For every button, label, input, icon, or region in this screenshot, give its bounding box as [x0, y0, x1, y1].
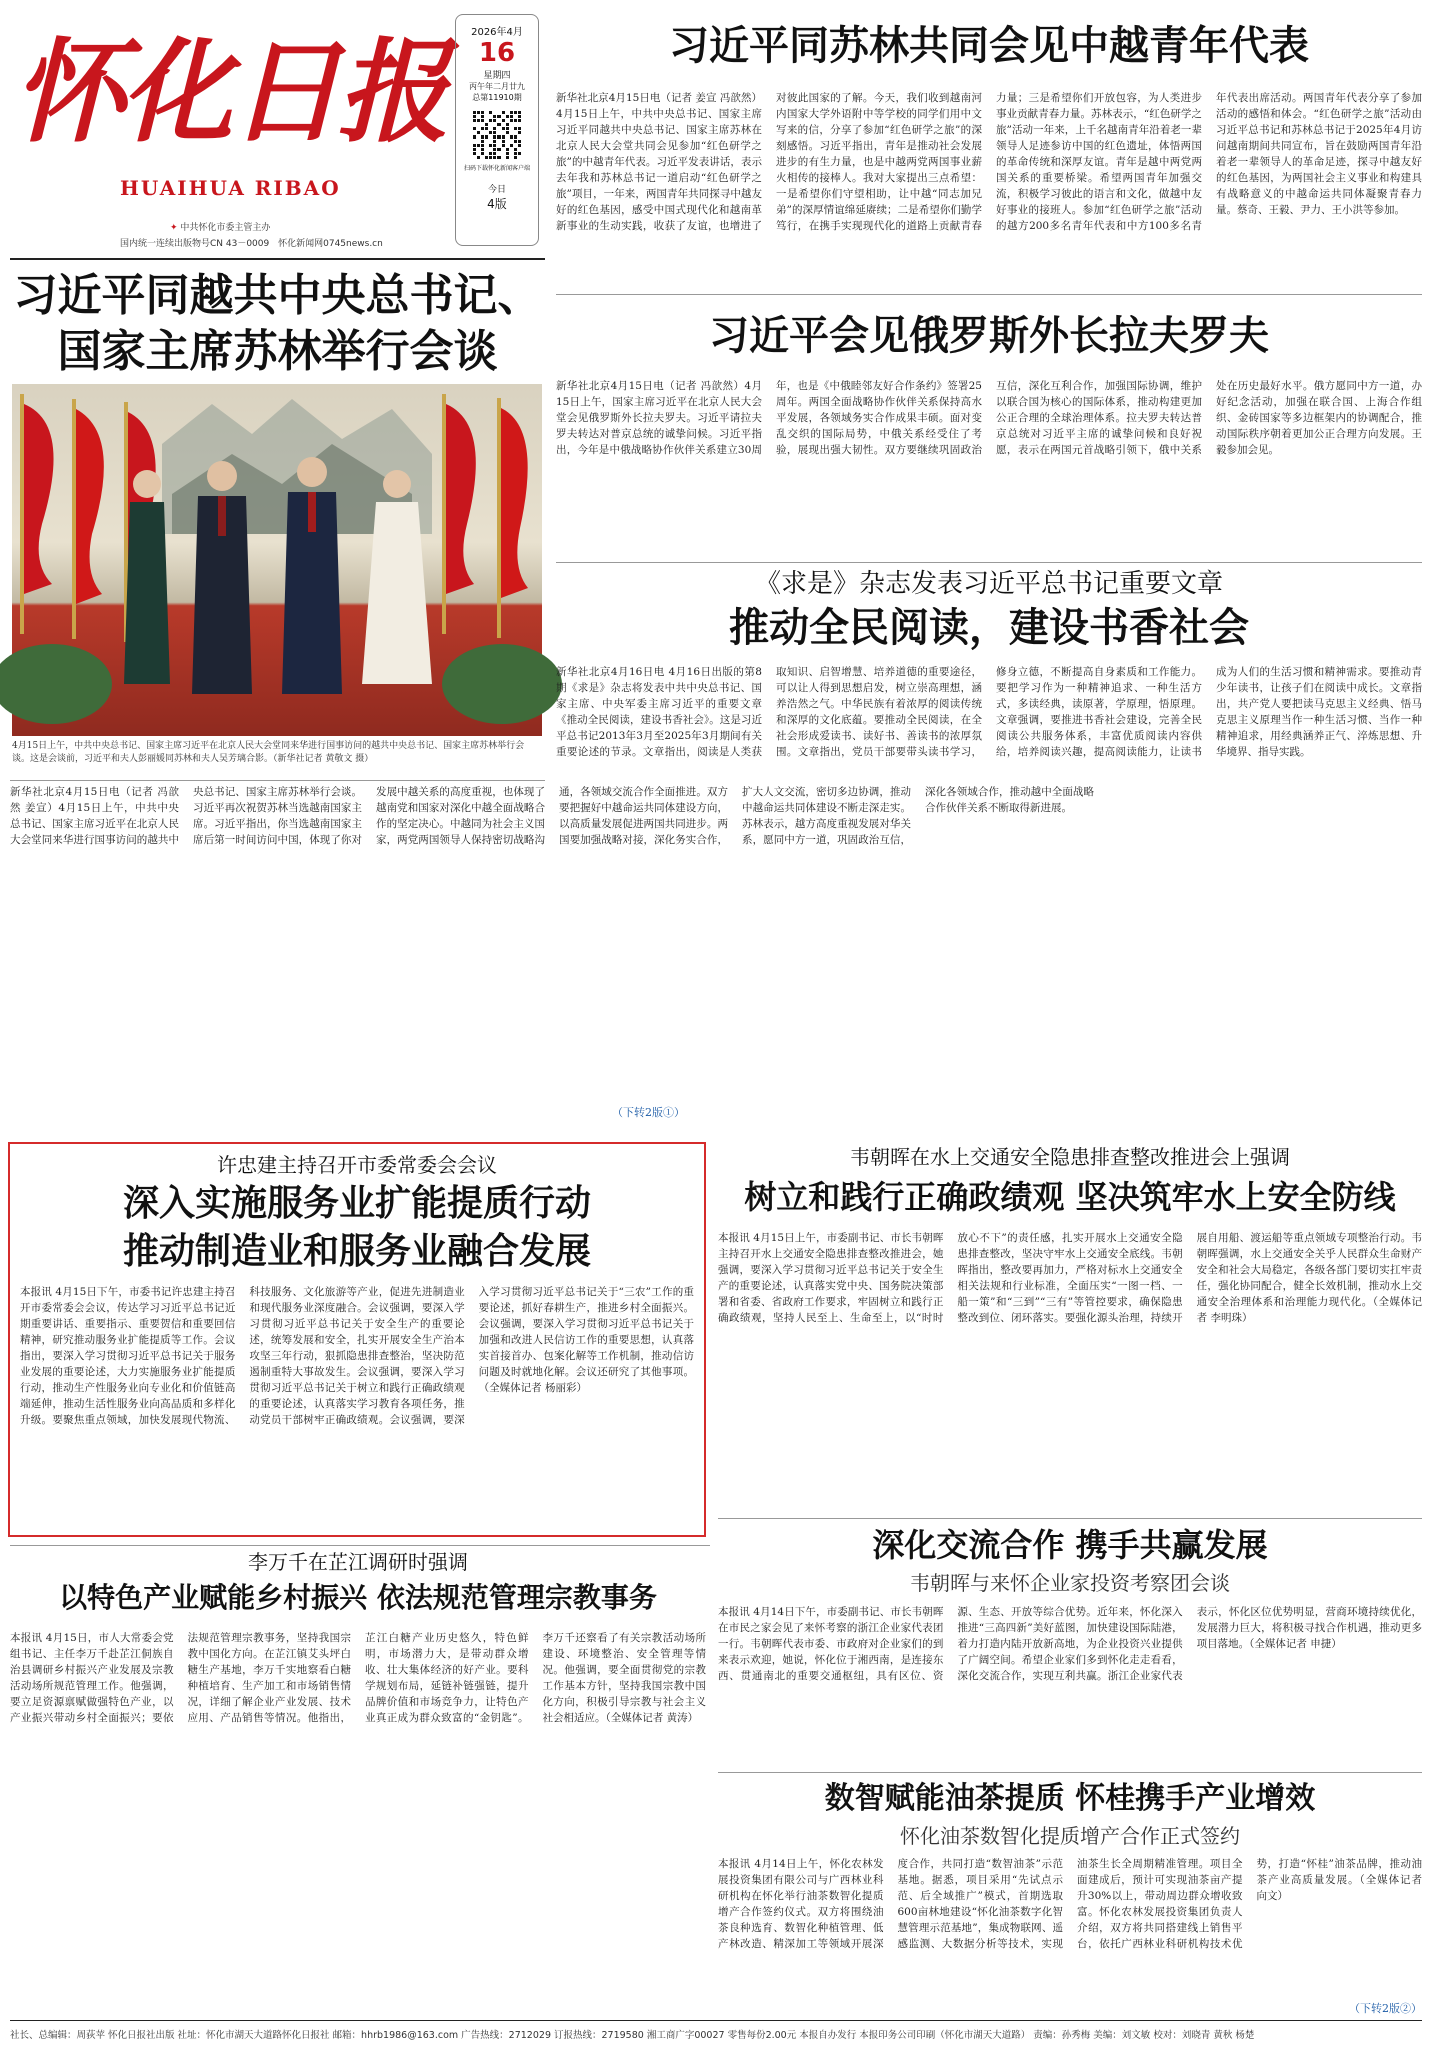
flag-icon: [72, 399, 104, 639]
divider: [718, 1518, 1422, 1519]
feature-box: [8, 1142, 706, 1537]
headline-qiushi[interactable]: 推动全民阅读，建设书香社会: [729, 605, 1249, 651]
date-lunar: 丙午年二月廿九: [469, 82, 525, 91]
issue-number: 总第11910期: [472, 93, 522, 102]
article-body: 新华社北京4月16日电 4月16日出版的第8期《求是》杂志将发表中共中央总书记、国家主席、中央军委主席习近平的重要文章《推动全民阅读，建设书香社会》。这是习近平总书记2013年3月至2025年3月期间有关重要论述的节录。文章指出，阅读是人类获取知识、启智增慧、培养道德的重要途径，可以让人得到思想启发，树立崇高理想，涵养浩然之气。中华民族有着浓厚的阅读传统和深厚的文化底蕴。要推动全民阅读，在全社会形成爱读书、读好书、善读书的浓厚氛围。文章指出，党员干部要带头读书学习，修身立德，不断提高自身素质和工作能力。要把学习作为一种精神追求、一种生活方式，多读经典，读原著，学原理，悟原理。文章强调，要推进书香社会建设，完善全民阅读公共服务体系，丰富优质阅读内容供给，培养阅读兴趣，提高阅读能力，让读书成为人们的生活习惯和精神需求。要推动青少年读书，让孩子们在阅读中成长。文章指出，共产党人要把读马克思主义经典、悟马克思主义原理当作一种生活习惯、当作一种精神追求，用经典涵养正气、淬炼思想、升华境界、指导实践。: [556, 666, 1422, 758]
person-figure: [282, 457, 342, 694]
divider: [556, 294, 1422, 295]
qiushi-kicker: 《求是》杂志发表习近平总书记重要文章: [754, 569, 1223, 599]
article-cooperation: [718, 1522, 1422, 1766]
masthead-sponsor: 中共怀化市委主管主办: [180, 223, 271, 233]
website[interactable]: 怀化新闻网0745news.cn: [278, 239, 383, 249]
date-weekday: 星期四: [483, 71, 511, 81]
masthead-title: 怀化日报: [13, 27, 445, 158]
person-figure: [124, 470, 170, 684]
feature-headline-line2[interactable]: 推动制造业和服务业融合发展: [122, 1231, 591, 1272]
li-kicker: 李万千在芷江调研时强调: [248, 1550, 468, 1574]
article-water-safety: [718, 1142, 1422, 1542]
divider: [10, 780, 545, 781]
headline-top-right[interactable]: 习近平同苏林共同会见中越青年代表: [669, 23, 1309, 69]
lead-headline-line1: 习近平同越共中央总书记、: [13, 270, 542, 321]
article-body: 新华社北京4月15日电（记者 冯歆然）4月15日上午，国家主席习近平在北京人民大会堂会见俄罗斯外长拉夫罗夫。习近平请拉夫罗夫转达对普京总统的诚挚问候。习近平指出，今年是中俄战略协作伙伴关系建立30周年，也是《中俄睦邻友好合作条约》签署25周年。两国全面战略协作伙伴关系保持高水平发展，各领域务实合作成果丰硕。面对变乱交织的国际局势，中俄关系经受住了考验，展现出强大韧性。双方要继续巩固政治互信，深化互利合作，加强国际协调，维护以联合国为核心的国际体系，推动构建更加公正合理的全球治理体系。拉夫罗夫转达普京总统对习近平主席的诚挚问候和良好祝愿，表示在两国元首战略引领下，俄中关系处在历史最好水平。俄方愿同中方一道，办好纪念活动，加强在联合国、上海合作组织、金砖国家等多边框架内的协调配合，推动国际秩序朝着更加公正合理方向发展。王毅参加会见。: [556, 380, 1422, 456]
oil-tea-subhead: 怀化油茶数智化提质增产合作正式签约: [900, 1824, 1240, 1848]
article-li-wanqian: [10, 1548, 706, 2014]
cooperation-subhead: 韦朝晖与来怀企业家投资考察团会谈: [910, 1571, 1230, 1595]
article-body: 本报讯 4月15日下午，市委书记许忠建主持召开市委常委会会议，传达学习习近平总书记近期重要讲话、重要指示、重要贺信和重要回信精神，研究推动服务业扩能提质等工作。会议指出，要深入学习贯彻习近平总书记关于服务业发展的重要论述，大力实施服务业扩能提质行动，推动生产性服务业向专业化和价值链高端延伸，推动生活性服务业向高品质和多样化升级。要聚焦重点领域，加快发展现代物流、科技服务、文化旅游等产业，促进先进制造业和现代服务业深度融合。会议强调，要深入学习贯彻习近平总书记关于安全生产的重要论述，统筹发展和安全，扎实开展安全生产治本攻坚三年行动，狠抓隐患排查整治，坚决防范遏制重特大事故发生。会议强调，要深入学习贯彻习近平总书记关于树立和践行正确政绩观的重要论述，认真落实学习教育各项任务，推动党员干部树牢正确政绩观。会议强调，要深入学习贯彻习近平总书记关于“三农”工作的重要论述，抓好春耕生产，推进乡村全面振兴。会议强调，要深入学习贯彻习近平总书记关于加强和改进人民信访工作的重要思想，认真落实首接首办、包案化解等工作机制，推动信访问题及时就地化解。会议还研究了其他事项。（全媒体记者 杨丽彩）: [20, 1286, 694, 1426]
headline-li-wanqian[interactable]: 以特色产业赋能乡村振兴 依法规范管理宗教事务: [59, 1581, 657, 1614]
divider: [10, 258, 545, 260]
feature-kicker: 许忠建主持召开市委常委会会议: [217, 1153, 497, 1177]
divider: [556, 562, 1422, 563]
flag-icon: [20, 394, 54, 634]
article-body: 新华社北京4月15日电（记者 姜宣 冯歆然）4月15日上午，中共中央总书记、国家主席习近平同越共中央总书记、国家主席苏林在北京人民大会堂共同会见参加“红色研学之旅”的中越青年代表。习近平发表讲话，表示去年我和苏林总书记一道启动“红色研学之旅”项目，一年来，两国青年共同探寻中越友好的红色基因，感受中国式现代化和越南革新事业的生动实践，收获了友谊，也增进了对彼此国家的了解。今天，我们收到越南河内国家大学外语附中等学校的同学们用中文写来的信，分享了参加“红色研学之旅”的深刻感悟。习近平指出，青年是推动社会发展进步的有生力量，也是中越两党两国事业薪火相传的接棒人。我对大家提出三点希望：一是希望你们守望相助，让中越“同志加兄弟”的深厚情谊绵延赓续；二是希望你们勤学笃行，在携手实现现代化的道路上贡献青春力量；三是希望你们开放包容，为人类进步事业贡献青春力量。苏林表示，“红色研学之旅”活动一年来，上千名越南青年沿着老一辈领导人足迹参访中国的红色遗址，体悟两国的革命传统和深厚友谊。青年是越中两党两国关系的重要桥梁。希望两国青年加强交流，积极学习彼此的语言和文化，做越中友好事业的接班人。参加“红色研学之旅”活动的越方200多名青年代表和中方100多名青年代表出席活动。两国青年代表分享了参加活动的感悟和体会。“红色研学之旅”活动由习近平总书记和苏林总书记于2025年4月访问越南期间共同宣布，旨在鼓励两国青年沿着老一辈领导人的革命足迹，探寻中越友好的红色基因，为两国社会主义事业和构建具有战略意义的中越命运共同体凝聚青春力量。蔡奇、王毅、尹力、王小洪等参加。: [556, 92, 1422, 232]
article-body: 本报讯 4月15日，市人大常委会党组书记、主任李万千赴芷江侗族自治县调研乡村振兴产业发展及宗教活动场所规范管理工作。他强调，要立足资源禀赋做强特色产业，以产业振兴带动乡村全面振兴；要依法规范管理宗教事务，坚持我国宗教中国化方向。在芷江镇艾头坪白糖生产基地，李万千实地察看白糖种植培育、生产加工和市场销售情况，详细了解企业产业发展、技术应用、产品销售等情况。他指出，芷江白糖产业历史悠久，特色鲜明，市场潜力大，是带动群众增收、壮大集体经济的好产业。要科学规划布局，延链补链强链，提升品牌价值和市场竞争力，让特色产业真正成为群众致富的“金钥匙”。李万千还察看了有关宗教活动场所建设、环境整治、安全管理等情况。他强调，要全面贯彻党的宗教工作基本方针，坚持我国宗教中国化方向，积极引导宗教与社会主义社会相适应。（全媒体记者 黄涛）: [10, 1632, 706, 1724]
continued-note[interactable]: （下转2版②）: [1349, 2002, 1422, 2015]
flag-icon: [442, 394, 476, 634]
article-body: 本报讯 4月15日上午，市委副书记、市长韦朝晖主持召开水上交通安全隐患排查整改推进会，她强调，要深入学习贯彻习近平总书记关于安全生产的重要论述，认真落实党中央、国务院决策部署和省委、省政府工作要求，牢固树立和践行正确政绩观，坚持人民至上、生命至上，以“时时放心不下”的责任感，扎实开展水上交通安全隐患排查整改，坚决守牢水上交通安全底线。韦朝晖指出，整改要再加力，严格对标水上交通安全相关法规和行业标准，全面压实“一图一档、一船一策”和“三到”“三有”等管控要求，确保隐患整改到位、闭环落实。要强化源头治理，持续开展自用船、渡运船等重点领域专项整治行动。韦朝晖强调，水上交通安全关乎人民群众生命财产安全和社会大局稳定，各级各部门要切实扛牢责任，强化协同配合，健全长效机制，推动水上交通安全治理体系和治理能力现代化。（全媒体记者 李明珠）: [718, 1232, 1422, 1324]
photo-caption: 4月15日上午，中共中央总书记、国家主席习近平在北京人民大会堂同来华进行国事访问的越共中央总书记、国家主席苏林举行会谈。这是会谈前，习近平和夫人彭丽媛同苏林和夫人吴芳璃合影。（新华社记者 黄敬文 摄）: [12, 741, 525, 764]
masthead-sponsor-row: [170, 220, 450, 233]
today-label: 今日: [487, 185, 506, 195]
lead-photo: [12, 384, 542, 736]
date-day: 16: [478, 38, 516, 68]
lead-headline[interactable]: [10, 268, 545, 378]
party-emblem-icon: ✦: [170, 223, 178, 233]
divider: [718, 1772, 1422, 1773]
page-count: 4版: [487, 197, 507, 211]
continued-note[interactable]: （下转2版①）: [612, 1106, 685, 1119]
article-lavrov: [556, 300, 1422, 560]
photo-scene: [12, 384, 542, 736]
qr-code[interactable]: [473, 111, 521, 159]
headline-cooperation[interactable]: 深化交流合作 携手共赢发展: [872, 1526, 1268, 1564]
masthead-english: HUAIHUA RIBAO: [120, 176, 341, 200]
divider: [10, 2020, 1422, 2021]
article-oil-tea: [718, 1776, 1422, 2016]
water-kicker: 韦朝晖在水上交通安全隐患排查整改推进会上强调: [850, 1145, 1290, 1169]
article-body: 本报讯 4月14日下午，市委副书记、市长韦朝晖在市民之家会见了来怀考察的浙江企业家代表团一行。韦朝晖代表市委、市政府对企业家们的到来表示欢迎，她说，怀化位于湘西南，是连接东西、贯通南北的重要交通枢纽，具有区位、资源、生态、开放等综合优势。近年来，怀化深入推进“三高四新”美好蓝图，加快建设国际陆港，着力打造内陆开放新高地，为企业投资兴业提供了广阔空间。希望企业家们多到怀化走走看看，深化交流合作，实现互利共赢。浙江企业家代表表示，怀化区位优势明显，营商环境持续优化，发展潜力巨大，将积极寻找合作机遇，推动更多项目落地。（全媒体记者 申捷）: [718, 1606, 1422, 1682]
article-qiushi: [556, 566, 1422, 866]
lead-headline-line2: 国家主席苏林举行会谈: [57, 326, 498, 377]
headline-lavrov[interactable]: 习近平会见俄罗斯外长拉夫罗夫: [709, 313, 1269, 359]
qr-caption: 扫码下载怀化新闻客户端: [463, 165, 530, 172]
headline-water-safety[interactable]: 树立和践行正确政绩观 坚决筑牢水上安全防线: [744, 1178, 1396, 1216]
article-lead: [10, 784, 1094, 864]
flag-icon: [497, 398, 528, 638]
feature-headline-line1[interactable]: 深入实施服务业扩能提质行动: [122, 1183, 591, 1224]
cn-number: 国内统一连续出版物号CN 43－0009: [120, 239, 270, 249]
article-top-right: [556, 8, 1422, 292]
masthead-publication-info: [120, 236, 450, 249]
masthead: [10, 8, 448, 248]
date-year-month: 2026年4月: [471, 27, 523, 38]
footer: 社长、总编辑：周荻苹 怀化日报社出版 社址：怀化市湖天大道路怀化日报社 邮箱：hhrb1986@163.com 广告热线：2712029 订报热线：2719580 湘工商广字00027 零售每份2.00元 本报自办发行 本报印务公司印刷（怀化市湖天大道路） 责编：孙秀梅 美编：刘文敏 校对：刘晓青 黄秋 杨楚: [10, 2030, 1255, 2041]
headline-oil-tea[interactable]: 数智赋能油茶提质 怀桂携手产业增效: [824, 1781, 1316, 1816]
article-body: 本报讯 4月14日上午，怀化农林发展投资集团有限公司与广西林业科研机构在怀化举行油茶数智化提质增产合作签约仪式。双方将围绕油茶良种选育、数智化种植管理、低产林改造、精深加工等领域开展深度合作，共同打造“数智油茶”示范基地。据悉，项目采用“先试点示范、后全域推广”模式，首期选取600亩林地建设“怀化油茶数字化智慧管理示范基地”，集成物联网、遥感监测、大数据分析等技术，实现油茶生长全周期精准管理。项目全面建成后，预计可实现油茶亩产提升30%以上，带动周边群众增收致富。怀化农林发展投资集团负责人介绍，双方将共同搭建线上销售平台，依托广西林业科研机构技术优势，打造“怀桂”油茶品牌，推动油茶产业高质量发展。（全媒体记者 向文）: [718, 1858, 1422, 1950]
article-body: 新华社北京4月15日电（记者 冯歆然 姜宣）4月15日上午，中共中央总书记、国家主席习近平在北京人民大会堂同来华进行国事访问的越共中央总书记、国家主席苏林举行会谈。习近平再次祝贺苏林当选越南国家主席。习近平指出，你当选越南国家主席后第一时间访问中国，体现了你对发展中越关系的高度重视，也体现了越南党和国家对深化中越全面战略合作的坚定决心。中越同为社会主义国家，两党两国领导人保持密切战略沟通，各领域交流合作全面推进。双方要把握好中越命运共同体建设方向，以高质量发展促进两国共同进步。两国要加强战略对接，深化务实合作，扩大人文交流，密切多边协调，推动中越命运共同体建设不断走深走实。苏林表示，越方高度重视发展对华关系，愿同中方一道，巩固政治互信，深化各领域合作，推动越中全面战略合作伙伴关系不断取得新进展。: [10, 786, 1094, 846]
divider: [10, 1545, 710, 1546]
date-box: [455, 14, 539, 246]
